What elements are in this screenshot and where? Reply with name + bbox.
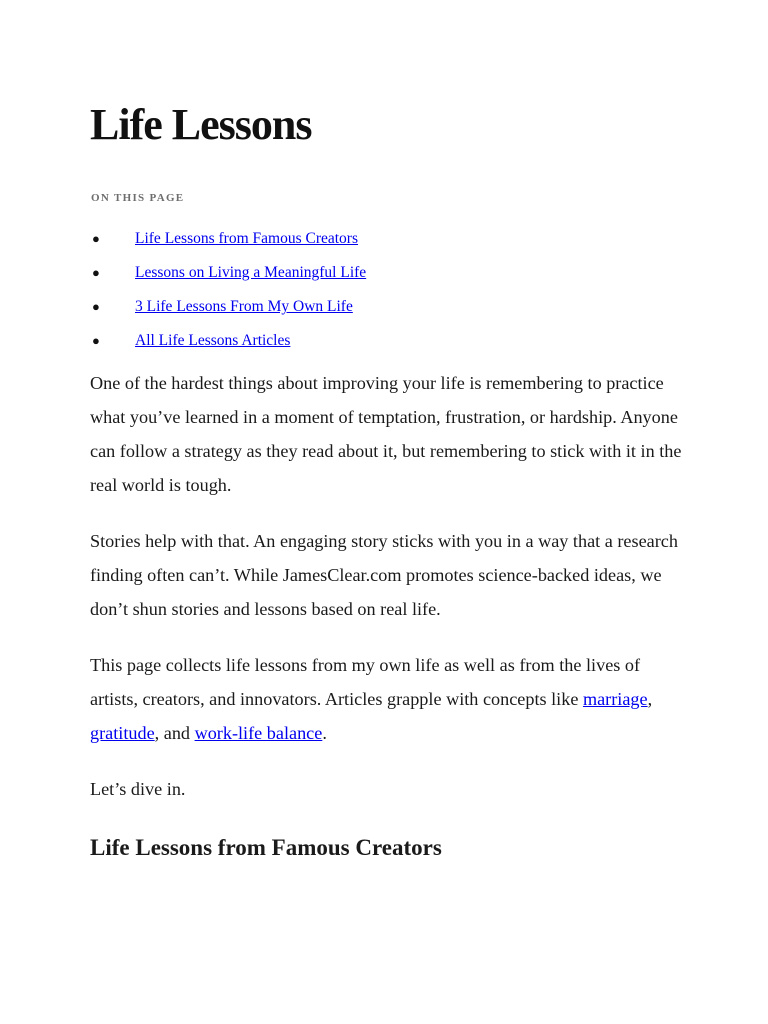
table-of-contents: [90, 228, 366, 364]
collection-text: This page collects life lessons from my own life as well as from the lives of artists, creators, and innovators. Articles grapple with concepts like: [90, 655, 641, 709]
intro-paragraph: One of the hardest things about improving your life is remembering to practice what you’ve learned in a moment of temptation, frustration, or hardship. Anyone can follow a strategy as they read about it, but remembering to stick with it in the real world is tough.: [90, 373, 682, 495]
toc-label: ON THIS PAGE: [91, 192, 185, 204]
separator-text: , and: [154, 723, 195, 743]
bullet-icon: ●: [92, 231, 100, 246]
toc-item: [90, 330, 366, 364]
section-heading: Life Lessons from Famous Creators: [90, 835, 442, 860]
bullet-icon: ●: [92, 333, 100, 348]
toc-link-all-articles[interactable]: All Life Lessons Articles: [135, 332, 291, 349]
page-title: Life Lessons: [90, 100, 312, 149]
toc-link-meaningful-life[interactable]: Lessons on Living a Meaningful Life: [135, 264, 367, 281]
separator-text: ,: [647, 689, 653, 709]
bullet-icon: ●: [92, 299, 100, 314]
toc-item: [90, 228, 366, 262]
dive-in-paragraph: Let’s dive in.: [90, 779, 186, 799]
link-marriage[interactable]: marriage: [582, 689, 648, 709]
toc-link-famous-creators[interactable]: Life Lessons from Famous Creators: [135, 230, 358, 247]
period-text: .: [322, 723, 327, 743]
bullet-icon: ●: [92, 265, 100, 280]
link-work-life-balance[interactable]: work-life balance: [194, 723, 323, 743]
link-gratitude[interactable]: gratitude: [90, 723, 155, 743]
collection-paragraph: [90, 648, 690, 750]
stories-paragraph: Stories help with that. An engaging story sticks with you in a way that a research finding often can’t. While JamesClear.com promotes science-backed ideas, we don’t shun stories and lessons based on real life.: [90, 531, 678, 619]
toc-item: [90, 262, 366, 296]
toc-item: [90, 296, 366, 330]
toc-link-own-life[interactable]: 3 Life Lessons From My Own Life: [135, 298, 353, 315]
